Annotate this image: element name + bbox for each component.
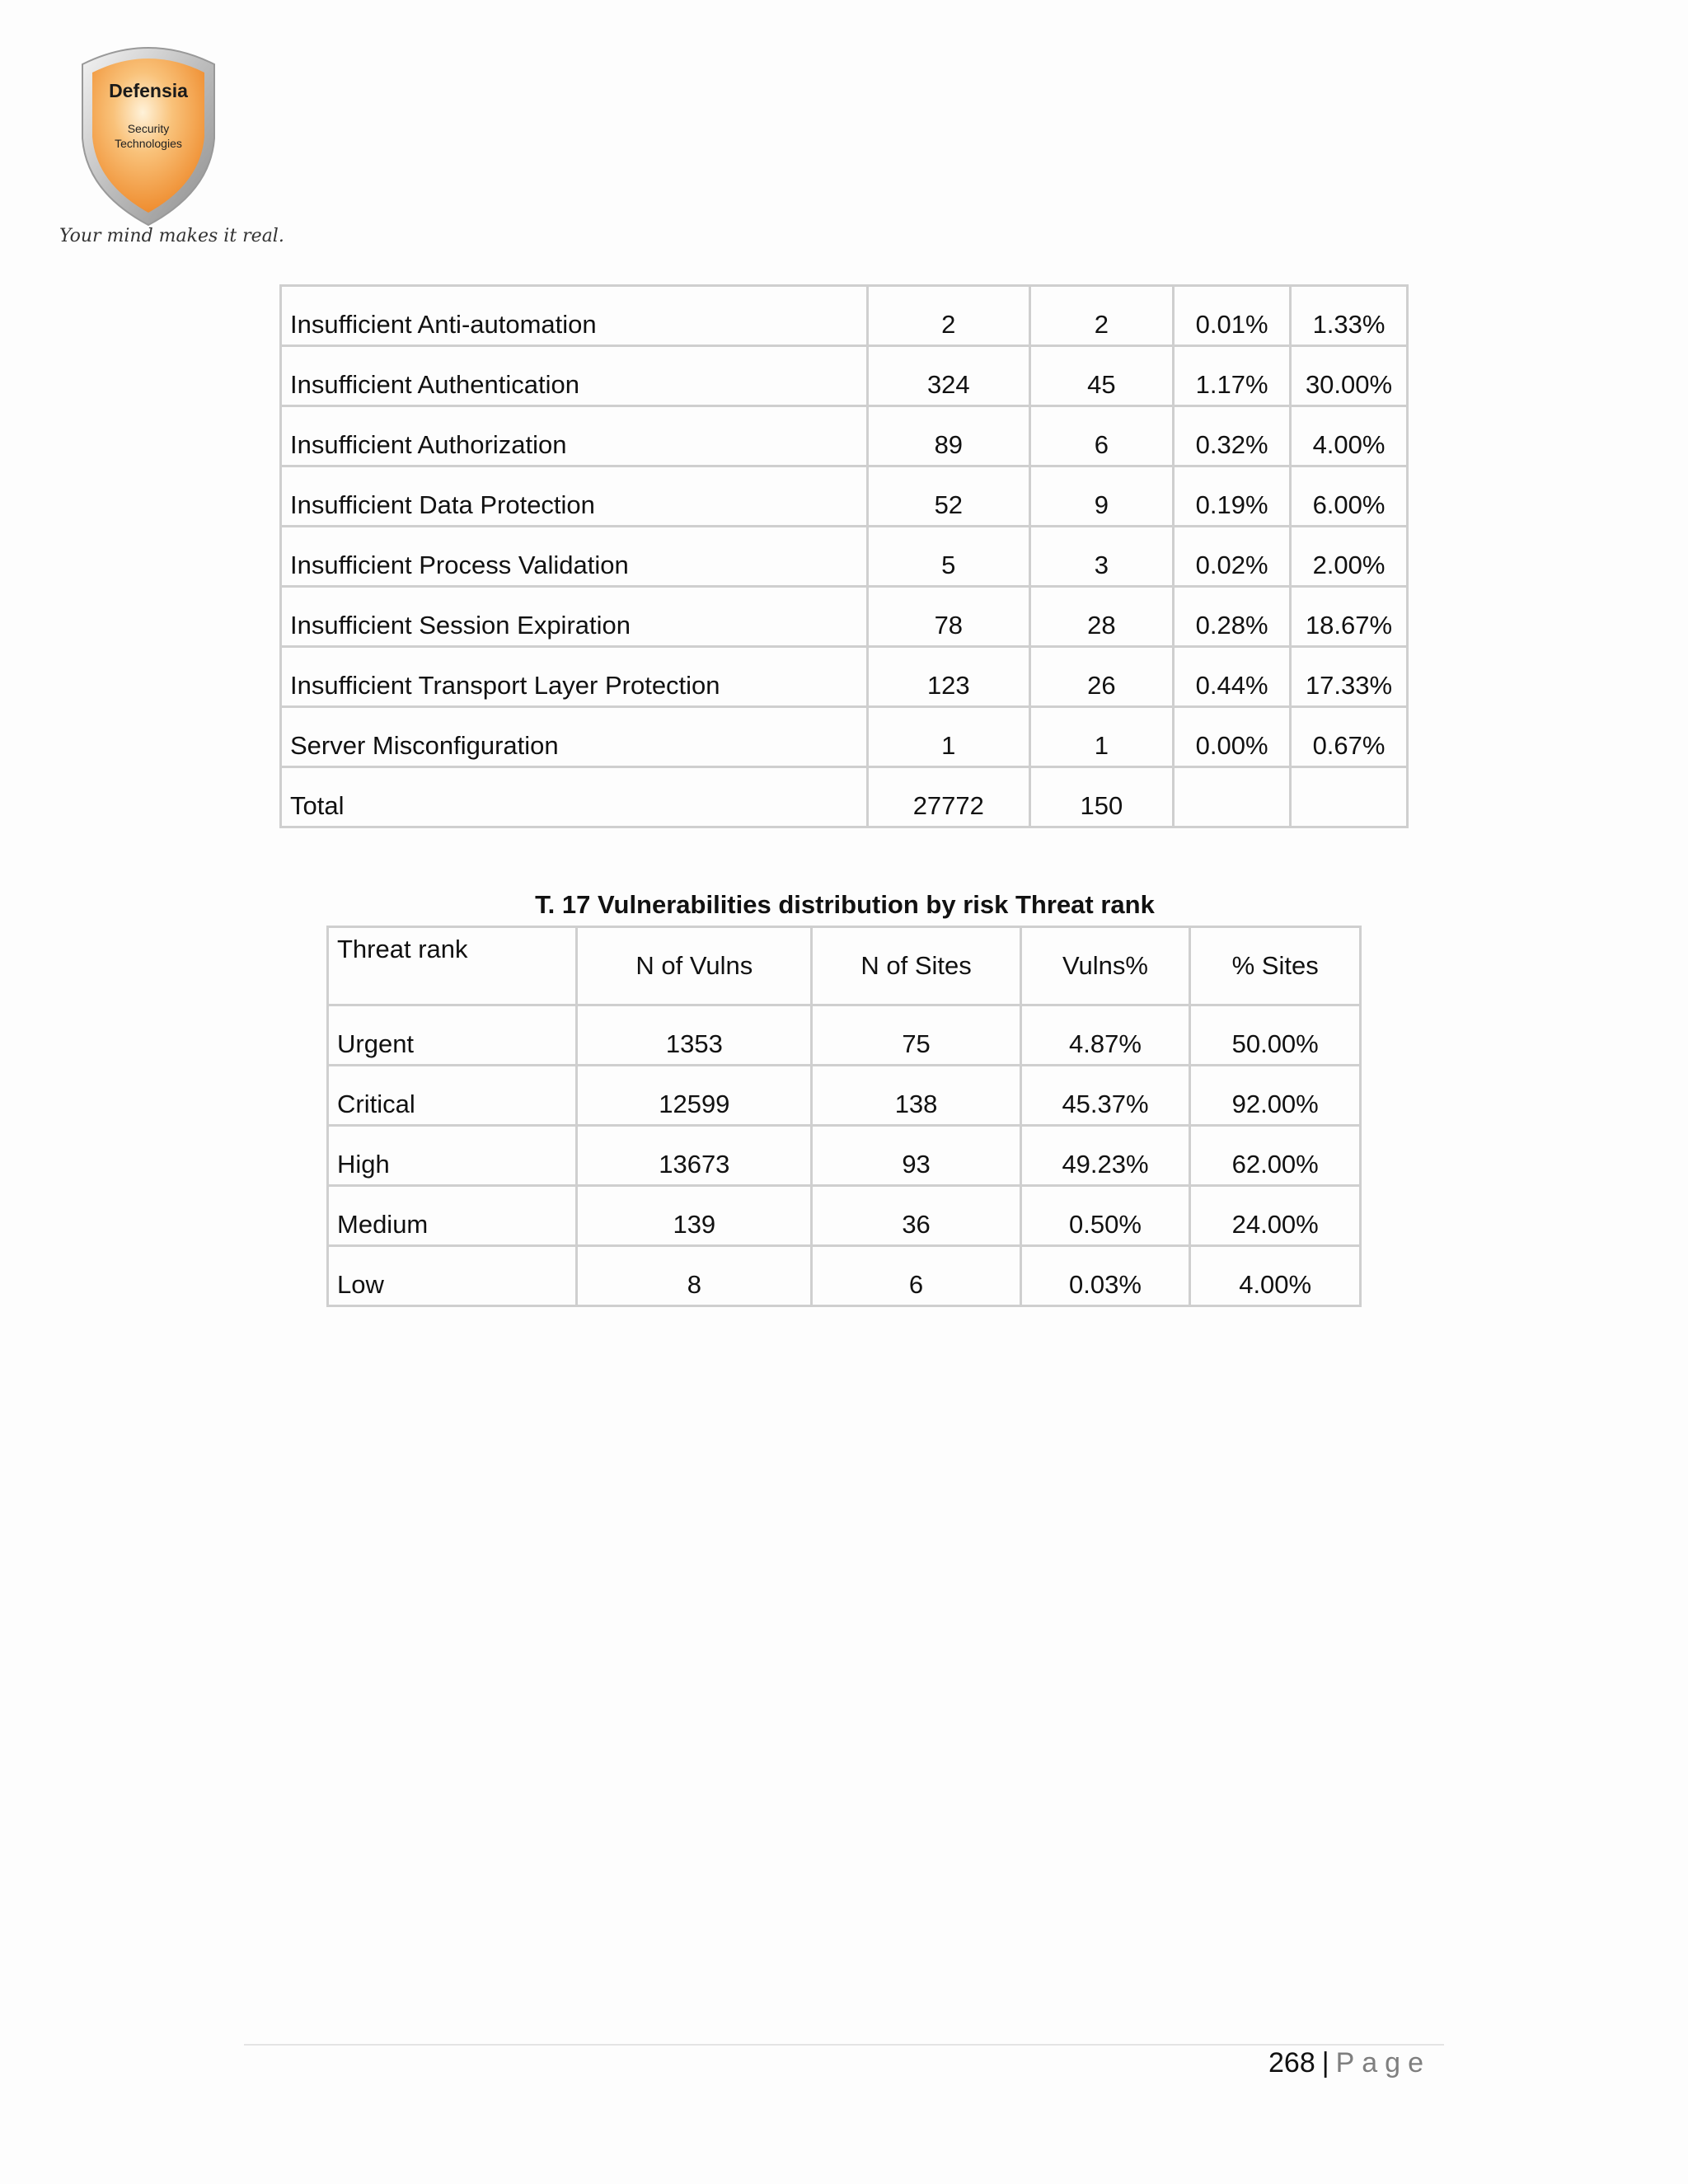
cell-name: Critical: [328, 1066, 577, 1126]
cell-vulns-pct: [1174, 767, 1291, 827]
table-row: [328, 1246, 1361, 1306]
cell-vulns-pct: 0.50%: [1020, 1186, 1190, 1246]
cell-vulns-pct: 0.03%: [1020, 1246, 1190, 1306]
cell-vulns: 27772: [868, 767, 1030, 827]
cell-sites: 6: [812, 1246, 1020, 1306]
cell-sites-pct: [1291, 767, 1408, 827]
cell-vulns: 78: [868, 587, 1030, 647]
cell-vulns-pct: 1.17%: [1174, 346, 1291, 406]
cell-vulns: 324: [868, 346, 1030, 406]
cell-name: Insufficient Session Expiration: [281, 587, 868, 647]
cell-vulns-pct: 0.01%: [1174, 286, 1291, 346]
header-threat-rank: Threat rank: [328, 927, 577, 1005]
table-row: [328, 1186, 1361, 1246]
cell-vulns-pct: 4.87%: [1020, 1005, 1190, 1066]
cell-sites: 2: [1029, 286, 1174, 346]
cell-sites: 3: [1029, 527, 1174, 587]
table-row: [281, 527, 1408, 587]
shield-logo-icon: [66, 31, 231, 229]
cell-sites-pct: 24.00%: [1190, 1186, 1361, 1246]
cell-vulns-pct: 0.32%: [1174, 406, 1291, 466]
cell-name: Urgent: [328, 1005, 577, 1066]
header-n-vulns: N of Vulns: [577, 927, 812, 1005]
cell-sites-pct: 0.67%: [1291, 707, 1408, 767]
table-header-row: [328, 927, 1361, 1005]
table-row: [328, 1005, 1361, 1066]
cell-sites-pct: 18.67%: [1291, 587, 1408, 647]
cell-vulns: 123: [868, 647, 1030, 707]
header-sites-pct: % Sites: [1190, 927, 1361, 1005]
cell-sites: 26: [1029, 647, 1174, 707]
cell-sites: 93: [812, 1126, 1020, 1186]
company-logo: [66, 31, 231, 229]
cell-sites-pct: 62.00%: [1190, 1126, 1361, 1186]
table-row: [281, 647, 1408, 707]
footer-divider: [244, 2044, 1444, 2046]
cell-vulns-pct: 0.44%: [1174, 647, 1291, 707]
cell-sites-pct: 4.00%: [1190, 1246, 1361, 1306]
cell-sites: 138: [812, 1066, 1020, 1126]
table-row: [281, 346, 1408, 406]
cell-vulns: 89: [868, 406, 1030, 466]
cell-sites-pct: 17.33%: [1291, 647, 1408, 707]
cell-vulns-pct: 45.37%: [1020, 1066, 1190, 1126]
cell-vulns-pct: 0.28%: [1174, 587, 1291, 647]
cell-name: Insufficient Authorization: [281, 406, 868, 466]
cell-vulns: 2: [868, 286, 1030, 346]
cell-name: Medium: [328, 1186, 577, 1246]
table-row: [281, 587, 1408, 647]
cell-sites-pct: 6.00%: [1291, 466, 1408, 527]
cell-name: Insufficient Authentication: [281, 346, 868, 406]
cell-vulns: 5: [868, 527, 1030, 587]
cell-vulns: 1: [868, 707, 1030, 767]
cell-name: Insufficient Process Validation: [281, 527, 868, 587]
cell-sites: 1: [1029, 707, 1174, 767]
table-row: [281, 767, 1408, 827]
cell-sites-pct: 30.00%: [1291, 346, 1408, 406]
cell-sites: 36: [812, 1186, 1020, 1246]
cell-vulns: 13673: [577, 1126, 812, 1186]
cell-sites-pct: 92.00%: [1190, 1066, 1361, 1126]
cell-sites: 75: [812, 1005, 1020, 1066]
cell-sites-pct: 1.33%: [1291, 286, 1408, 346]
cell-vulns: 1353: [577, 1005, 812, 1066]
cell-vulns-pct: 0.00%: [1174, 707, 1291, 767]
header-vulns-pct: Vulns%: [1020, 927, 1190, 1005]
cell-vulns-pct: 0.19%: [1174, 466, 1291, 527]
cell-sites-pct: 4.00%: [1291, 406, 1408, 466]
table-row: [328, 1066, 1361, 1126]
cell-name: Server Misconfiguration: [281, 707, 868, 767]
logo-line2: Technologies: [115, 137, 182, 150]
cell-vulns: 52: [868, 466, 1030, 527]
table-caption: T. 17 Vulnerabilities distribution by risk Threat rank: [535, 890, 1155, 919]
table-row: [281, 466, 1408, 527]
cell-vulns: 139: [577, 1186, 812, 1246]
cell-name: Insufficient Transport Layer Protection: [281, 647, 868, 707]
cell-sites: 45: [1029, 346, 1174, 406]
vulnerability-class-table: [279, 284, 1409, 828]
cell-sites: 6: [1029, 406, 1174, 466]
table-row: [328, 1126, 1361, 1186]
cell-name: High: [328, 1126, 577, 1186]
logo-brand: Defensia: [109, 80, 188, 101]
cell-sites-pct: 2.00%: [1291, 527, 1408, 587]
threat-rank-table: [326, 926, 1362, 1307]
cell-vulns: 8: [577, 1246, 812, 1306]
table-row: [281, 707, 1408, 767]
cell-sites-pct: 50.00%: [1190, 1005, 1361, 1066]
cell-vulns-pct: 49.23%: [1020, 1126, 1190, 1186]
cell-sites: 150: [1029, 767, 1174, 827]
header-n-sites: N of Sites: [812, 927, 1020, 1005]
cell-sites: 9: [1029, 466, 1174, 527]
page-number: 268: [1268, 2047, 1315, 2079]
logo-line1: Security: [127, 122, 170, 135]
cell-vulns-pct: 0.02%: [1174, 527, 1291, 587]
cell-vulns: 12599: [577, 1066, 812, 1126]
page-word: Page: [1335, 2047, 1431, 2079]
cell-name: Insufficient Data Protection: [281, 466, 868, 527]
table-row: [281, 286, 1408, 346]
cell-name: Total: [281, 767, 868, 827]
footer-separator: |: [1321, 2047, 1329, 2079]
cell-name: Low: [328, 1246, 577, 1306]
cell-name: Insufficient Anti-automation: [281, 286, 868, 346]
logo-tagline: Your mind makes it real.: [59, 226, 284, 246]
page-footer: [1268, 2047, 1431, 2079]
cell-sites: 28: [1029, 587, 1174, 647]
table-row: [281, 406, 1408, 466]
